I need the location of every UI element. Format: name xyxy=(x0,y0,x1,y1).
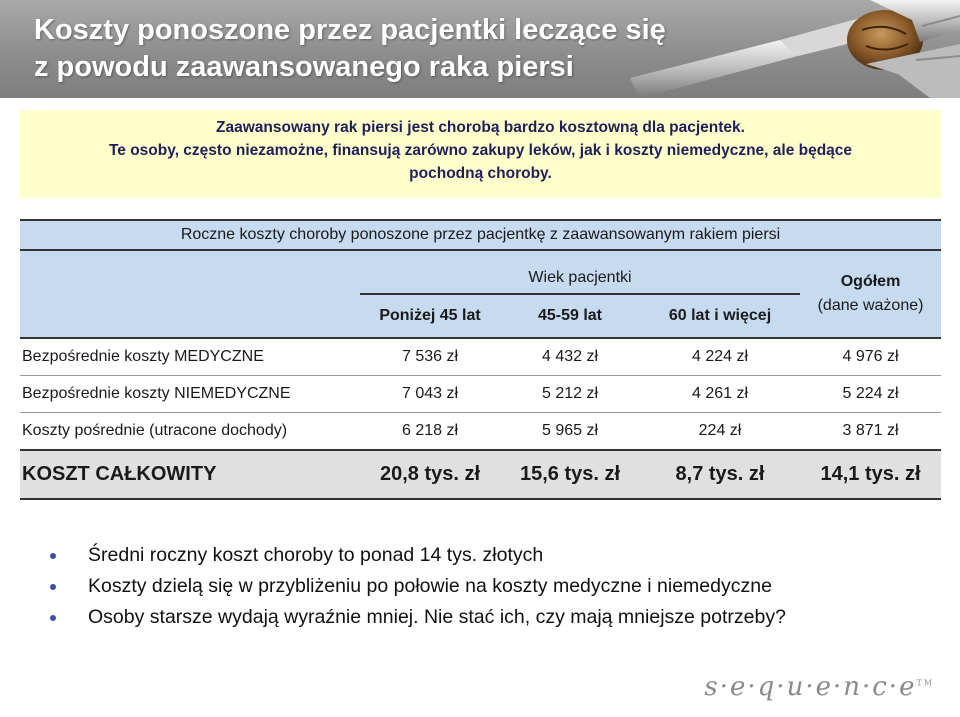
title-line-2: z powodu zaawansowanego raka piersi xyxy=(34,51,574,83)
table-cell: 4 432 zł xyxy=(500,338,640,376)
intro-box xyxy=(20,110,941,198)
total-row-label: KOSZT CAŁKOWITY xyxy=(20,450,360,499)
table-cell: 5 965 zł xyxy=(500,413,640,451)
total-cell: 14,1 tys. zł xyxy=(800,450,941,499)
table-cell: 5 212 zł xyxy=(500,376,640,413)
table-cell: 224 zł xyxy=(640,413,800,451)
header-blank-2 xyxy=(20,294,360,338)
bullet-dot-icon xyxy=(50,615,56,621)
pliers-walnut-illustration xyxy=(630,0,960,98)
table-cell: 3 871 zł xyxy=(800,413,941,451)
total-row xyxy=(20,450,941,499)
cost-table xyxy=(20,219,941,500)
intro-line-2: Te osoby, często niezamożne, finansują zarówno zakupy leków, jak i koszty niemedyczne, ale będące xyxy=(108,142,853,159)
table-cell: 5 224 zł xyxy=(800,376,941,413)
slide-header xyxy=(0,0,960,98)
summary-bullets xyxy=(50,540,930,633)
row-label: Koszty pośrednie (utracone dochody) xyxy=(20,413,360,451)
sequence-logo xyxy=(704,672,934,702)
column-header-60-plus: 60 lat i więcej xyxy=(640,294,800,338)
table-cell: 4 976 zł xyxy=(800,338,941,376)
total-cell: 15,6 tys. zł xyxy=(500,450,640,499)
column-header-under-45: Poniżej 45 lat xyxy=(360,294,500,338)
total-column-header xyxy=(800,250,941,338)
logo-text: s·e·q·u·e·n·c·e xyxy=(704,672,917,702)
bullet-text: Osoby starsze wydają wyraźnie mniej. Nie stać ich, czy mają mniejsze potrzeby? xyxy=(88,606,786,628)
table-cell: 7 536 zł xyxy=(360,338,500,376)
intro-line-3: pochodną choroby. xyxy=(409,165,552,182)
age-group-header: Wiek pacjentki xyxy=(360,250,800,294)
bullet-item xyxy=(50,540,930,571)
bullet-item xyxy=(50,602,930,633)
table-cell: 4 224 zł xyxy=(640,338,800,376)
table-caption: Roczne koszty choroby ponoszone przez pacjentkę z zaawansowanym rakiem piersi xyxy=(20,220,941,250)
bullet-dot-icon xyxy=(50,553,56,559)
row-label: Bezpośrednie koszty MEDYCZNE xyxy=(20,338,360,376)
title-line-1: Koszty ponoszone przez pacjentki leczące się xyxy=(34,14,666,46)
bullet-text: Koszty dzielą się w przybliżeniu po połowie na koszty medyczne i niemedyczne xyxy=(88,575,772,597)
intro-line-1: Zaawansowany rak piersi jest chorobą bardzo kosztowną dla pacjentek. xyxy=(216,119,745,136)
table-row xyxy=(20,376,941,413)
bullet-item xyxy=(50,571,930,602)
table-row xyxy=(20,413,941,451)
bullet-text: Średni roczny koszt choroby to ponad 14 tys. złotych xyxy=(88,544,544,566)
total-column-title: Ogółem xyxy=(840,273,901,290)
row-label: Bezpośrednie koszty NIEMEDYCZNE xyxy=(20,376,360,413)
header-blank xyxy=(20,250,360,294)
column-header-45-59: 45-59 lat xyxy=(500,294,640,338)
table-cell: 6 218 zł xyxy=(360,413,500,451)
logo-trademark: TM xyxy=(916,678,934,688)
bullet-dot-icon xyxy=(50,584,56,590)
slide-title xyxy=(34,12,666,86)
total-column-subtitle: (dane ważone) xyxy=(817,297,924,314)
table-row xyxy=(20,338,941,376)
table-cell: 7 043 zł xyxy=(360,376,500,413)
total-cell: 8,7 tys. zł xyxy=(640,450,800,499)
table-cell: 4 261 zł xyxy=(640,376,800,413)
total-cell: 20,8 tys. zł xyxy=(360,450,500,499)
